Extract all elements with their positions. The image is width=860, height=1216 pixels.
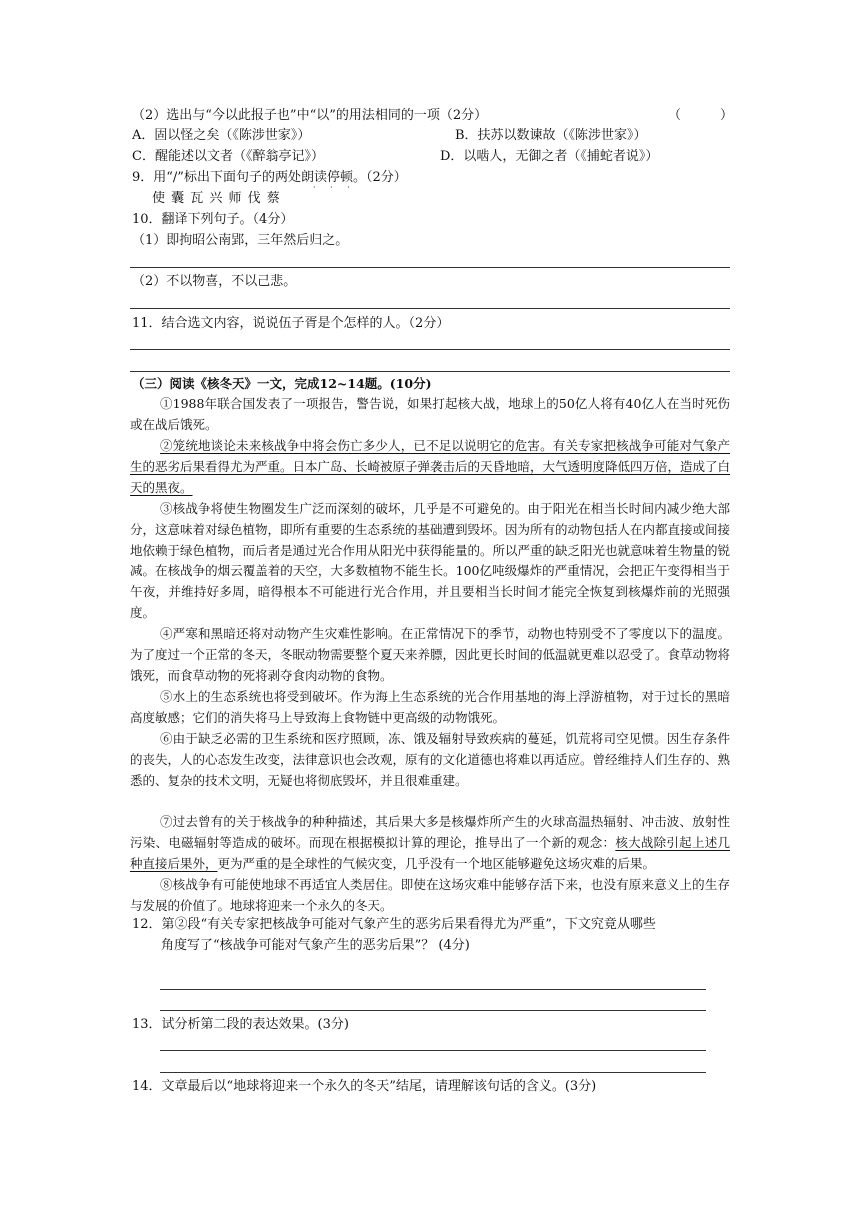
answer-line[interactable] [130,267,730,268]
paragraph-6: ⑥由于缺乏必需的卫生系统和医疗照顾，冻、饿及辐射导致疾病的蔓延，饥荒将司空见惯。因生存条件的丧失，人的心态发生改变，法律意识也会改观，原有的文化道德也将难以再适应。曾经维持人们生存的、熟悉的、复杂的技术文明，无疑也将彻底毁坏，并且很难重建。 [130,731,731,788]
paragraph-7-rest: 更为严重的是全球性的气候灾变，几乎没有一个地区能够避免这场灾难的后果。 [217,855,656,871]
q12-stem-line1: 12．第②段“有关专家把核战争可能对气象产生的恶劣后果看得尤为严重”，下文究竟从哪些 [132,917,656,932]
answer-line[interactable] [160,989,706,990]
q10-stem: 10．翻译下列句子。（4分） [132,212,294,227]
answer-line[interactable] [160,1010,706,1011]
paragraph-5: ⑤水上的生态系统也将受到破坏。作为海上生态系统的光合作用基地的海上浮游植物，对于过长的黑暗高度敏感；它们的消失将马上导致海上食物链中更高级的动物饿死。 [130,689,730,725]
paragraph-3: ③核战争将使生物圈发生广泛而深刻的破坏，几乎是不可避免的。由于阳光在相当长时间内减少绝大部分，这意味着对绿色植物，即所有重要的生态系统的基础遭到毁坏。因为所有的动物包括人在内都直接或间接地依赖于绿色植物，而后者是通过光合作用从阳光中获得能量的。所以严重的缺乏阳光也就意味着生物量的锐减。在核战争的烟云覆盖着的天空，大多数植物不能生长。100亿吨级爆炸的严重情况，会把正午变得相当于午夜，并维持好多周，暗得根本不可能进行光合作用，并且要相当长时间才能完全恢复到核爆炸前的光照强度。 [130,501,731,620]
q8b-stem: （2）选出与“今以此报子也”中“以”的用法相同的一项（2分） [132,108,488,123]
q9-emphasis-dots: · · · [313,183,356,192]
q11-stem: 11．结合选文内容，说说伍子胥是个怎样的人。（2分） [132,316,450,331]
q9-stem: 9．用“/”标出下面句子的两处朗读停顿。（2分） [132,170,407,185]
paragraph-2: ②笼统地谈论未来核战争中将会伤亡多少人，已不足以说明它的危害。有关专家把核战争可能对气象产生的恶劣后果看得尤为严重。日本广岛、长崎被原子弹袭击后的天昏地暗，大气透明度降低四万倍，造成了白天的黑夜。 [130,438,731,495]
answer-line[interactable] [130,349,730,350]
section3-title: （三）阅读《核冬天》一文，完成12~14题。(10分) [132,376,432,391]
paragraph-7-lead: ⑦过去曾有的关于核战争的种种描述，其后果大多是核爆炸所产生的火球高温热辐射、冲击波、放射性污染、电磁辐射等造成的破坏。而现在根据模拟计算的理论，推导出了一个新的观念： [130,814,730,850]
paragraph-7 [130,812,730,874]
q8b-answer-paren: （ ） [668,108,734,123]
q14-stem: 14．文章最后以“地球将迎来一个永久的冬天”结尾，请理解该句话的含义。(3分) [132,1079,597,1094]
paragraph-8: ⑧核战争有可能使地球不再适宜人类居住。即使在这场灾难中能够存活下来，也没有原来意义上的生存与发展的价值了。地球将迎来一个永久的冬天。 [130,877,730,913]
q8b-option-b: B．扶苏以数谏故（《陈涉世家》） [455,128,647,143]
paragraph-1: ①1988年联合国发表了一项报告，警告说，如果打起核大战，地球上的50亿人将有40亿人在当时死伤或在战后饿死。 [130,396,730,432]
q10-sentence-2: （2）不以物喜，不以己悲。 [132,274,297,289]
q10-sentence-1: （1）即拘昭公南郢，三年然后归之。 [132,233,349,248]
answer-line[interactable] [160,1072,706,1073]
q8b-option-d: D．以啮人，无御之者（《捕蛇者说》） [440,149,659,164]
q13-stem: 13．试分析第二段的表达效果。(3分) [132,1017,349,1032]
answer-line[interactable] [160,1050,706,1051]
q9-sentence: 使 囊 瓦 兴 师 伐 蔡 [152,191,281,206]
q8b-option-a: A．固以怪之矣（《陈涉世家》） [132,128,311,143]
paragraph-4: ④严寒和黑暗还将对动物产生灾难性影响。在正常情况下的季节，动物也特别受不了零度以下的温度。为了度过一个正常的冬天，冬眠动物需要整个夏天来养膘，因此更长时间的低温就更难以忍受了。食草动物将饿死，而食草动物的死将剥夺食肉动物的食物。 [130,626,731,683]
answer-line[interactable] [130,371,730,372]
q12-stem-line2: 角度写了“核战争可能对气象产生的恶劣后果”？ (4分) [161,938,470,953]
paragraph-7-underlined: 核大战除引起上述几种直接后果外， [130,834,730,871]
q8b-option-c: C．醒能述以文者（《醉翁亭记》） [132,149,324,164]
answer-line[interactable] [130,308,730,309]
